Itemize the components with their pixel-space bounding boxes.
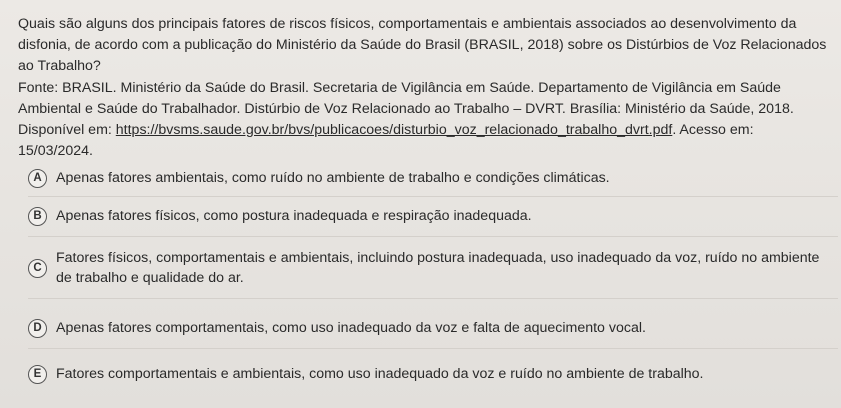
source-link[interactable]: https://bvsms.saude.gov.br/bvs/publicacoes/disturbio_voz_relacionado_trabalho_dvrt.pdf	[115, 122, 673, 138]
option-divider	[28, 298, 838, 299]
option-divider	[28, 348, 838, 349]
option-d-letter: D	[28, 319, 47, 338]
option-a-text: Apenas fatores ambientais, como ruído no ambiente de trabalho e condições climáticas.	[56, 170, 610, 186]
option-b-letter: B	[28, 207, 47, 226]
option-d-text: Apenas fatores comportamentais, como uso inadequado da voz e falta de aquecimento vocal.	[56, 320, 646, 336]
option-a-letter: A	[28, 169, 47, 188]
option-b[interactable]	[28, 202, 838, 230]
option-divider	[28, 196, 838, 197]
option-e[interactable]	[28, 360, 838, 388]
source-prefix: Fonte: BRASIL. Ministério da Saúde do Brasil. Secretaria de Vigilância em Saúde. Departamento de Vigilância em Saúde Ambiental e Saúde do Trabalhador. Distúrbio de Voz Relacionado ao Trabalho – DVRT. Brasília: Ministério da Saúde, 2018. Disponível em:	[18, 80, 794, 138]
option-divider	[28, 236, 838, 237]
question-block	[18, 14, 828, 162]
source-suffix: . Acesso em: 15/03/2024.	[18, 122, 754, 159]
option-a[interactable]	[28, 164, 838, 192]
question-text: Quais são alguns dos principais fatores de riscos físicos, comportamentais e ambientais associados ao desenvolvimento da disfonia, de acordo com a publicação do Ministério da Saúde do Brasil (BRASIL, 2018) sobre os Distúrbios de Voz Relacionados ao Trabalho?	[18, 16, 827, 74]
option-e-letter: E	[28, 365, 47, 384]
option-e-text: Fatores comportamentais e ambientais, como uso inadequado da voz e ruído no ambiente de trabalho.	[56, 366, 704, 382]
option-c-text: Fatores físicos, comportamentais e ambientais, incluindo postura inadequada, uso inadequado da voz, ruído no ambiente de trabalho e qualidade do ar.	[56, 250, 820, 286]
option-c[interactable]	[28, 246, 838, 290]
question-source	[18, 78, 828, 162]
option-b-text: Apenas fatores físicos, como postura inadequada e respiração inadequada.	[56, 208, 532, 224]
option-d[interactable]	[28, 314, 838, 342]
option-c-letter: C	[28, 259, 47, 278]
